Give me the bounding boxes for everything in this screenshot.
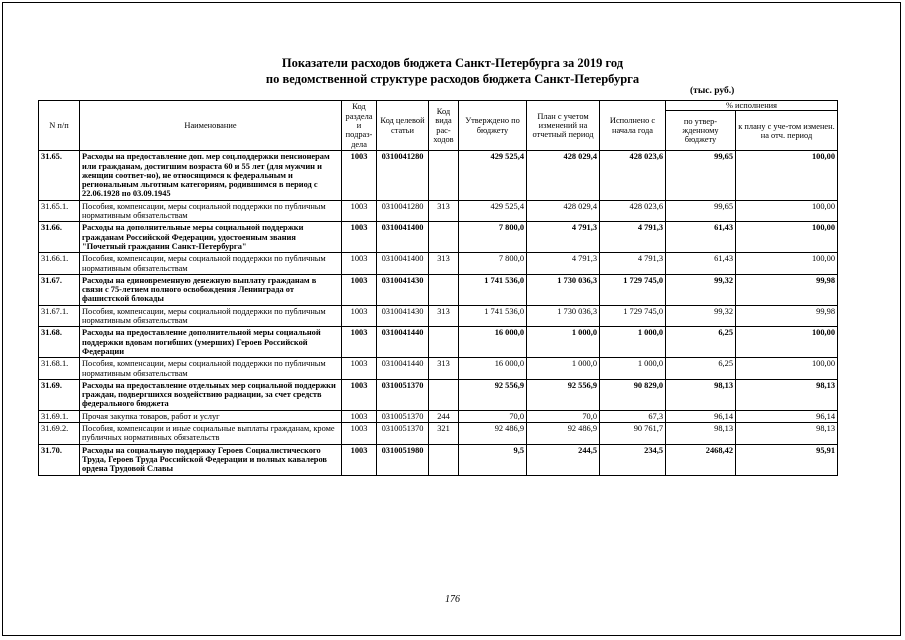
cell-target: 0310041400 — [377, 253, 429, 275]
cell-plan: 428 029,4 — [527, 200, 600, 222]
cell-type: 313 — [429, 253, 459, 275]
cell-section: 1003 — [342, 305, 377, 327]
cell-section: 1003 — [342, 358, 377, 380]
cell-executed: 234,5 — [600, 444, 666, 475]
cell-name: Расходы на единовременную денежную выплату гражданам в связи с 75-летием полного освобождения Ленинграда от фашистской блокады — [80, 274, 342, 305]
table-row — [39, 444, 838, 475]
cell-num: 31.70. — [39, 444, 80, 475]
cell-section: 1003 — [342, 151, 377, 200]
cell-plan: 244,5 — [527, 444, 600, 475]
cell-pct-plan: 98,13 — [736, 379, 838, 410]
table-row — [39, 200, 838, 222]
cell-num: 31.65.1. — [39, 200, 80, 222]
cell-name: Пособия, компенсации, меры социальной поддержки по публичным нормативным обязательствам — [80, 358, 342, 380]
cell-target: 0310041280 — [377, 200, 429, 222]
cell-section: 1003 — [342, 327, 377, 358]
cell-executed: 1 729 745,0 — [600, 305, 666, 327]
cell-type — [429, 274, 459, 305]
cell-approved: 7 800,0 — [459, 222, 527, 253]
cell-pct-approved: 98,13 — [666, 423, 736, 445]
table-row — [39, 410, 838, 422]
cell-num: 31.69.2. — [39, 423, 80, 445]
cell-executed: 90 829,0 — [600, 379, 666, 410]
cell-name: Прочая закупка товаров, работ и услуг — [80, 410, 342, 422]
cell-executed: 428 023,6 — [600, 151, 666, 200]
cell-approved: 16 000,0 — [459, 358, 527, 380]
cell-type — [429, 444, 459, 475]
cell-approved: 7 800,0 — [459, 253, 527, 275]
cell-pct-approved: 99,32 — [666, 305, 736, 327]
cell-approved: 16 000,0 — [459, 327, 527, 358]
cell-pct-approved: 2468,42 — [666, 444, 736, 475]
cell-type: 244 — [429, 410, 459, 422]
table-row — [39, 327, 838, 358]
table-row — [39, 379, 838, 410]
cell-plan: 70,0 — [527, 410, 600, 422]
table-row — [39, 274, 838, 305]
cell-approved: 70,0 — [459, 410, 527, 422]
units-label: (тыс. руб.) — [690, 86, 735, 96]
cell-section: 1003 — [342, 423, 377, 445]
cell-type: 313 — [429, 358, 459, 380]
cell-target: 0310041430 — [377, 305, 429, 327]
cell-pct-approved: 6,25 — [666, 358, 736, 380]
cell-type — [429, 222, 459, 253]
cell-pct-approved: 99,32 — [666, 274, 736, 305]
table-row — [39, 358, 838, 380]
cell-target: 0310051370 — [377, 423, 429, 445]
cell-plan: 1 730 036,3 — [527, 305, 600, 327]
cell-target: 0310041400 — [377, 222, 429, 253]
header-type-code: Код вида рас-ходов — [429, 101, 459, 151]
cell-section: 1003 — [342, 253, 377, 275]
cell-executed: 428 023,6 — [600, 200, 666, 222]
cell-executed: 1 000,0 — [600, 327, 666, 358]
budget-table — [38, 100, 838, 476]
cell-num: 31.67.1. — [39, 305, 80, 327]
table-row — [39, 222, 838, 253]
cell-type: 313 — [429, 305, 459, 327]
cell-section: 1003 — [342, 222, 377, 253]
header-pct-approved: по утвер-жденному бюджету — [666, 111, 736, 151]
cell-name: Пособия, компенсации, меры социальной поддержки по публичным нормативным обязательствам — [80, 253, 342, 275]
table-row — [39, 151, 838, 200]
document-subtitle: по ведомственной структуре расходов бюджета Санкт-Петербурга — [265, 72, 640, 86]
cell-pct-plan: 100,00 — [736, 200, 838, 222]
cell-target: 0310041440 — [377, 327, 429, 358]
cell-plan: 92 486,9 — [527, 423, 600, 445]
cell-name: Расходы на предоставление отдельных мер социальной поддержки граждан, подвергшихся воздействию радиации, за счет средств федерального бюджета — [80, 379, 342, 410]
cell-plan: 1 000,0 — [527, 358, 600, 380]
cell-plan: 1 000,0 — [527, 327, 600, 358]
cell-pct-plan: 96,14 — [736, 410, 838, 422]
document-title: Показатели расходов бюджета Санкт-Петербурга за 2019 год — [281, 56, 624, 70]
cell-pct-approved: 98,13 — [666, 379, 736, 410]
header-num: N п/п — [39, 101, 80, 151]
cell-pct-approved: 6,25 — [666, 327, 736, 358]
cell-executed: 1 000,0 — [600, 358, 666, 380]
cell-plan: 92 556,9 — [527, 379, 600, 410]
cell-num: 31.68.1. — [39, 358, 80, 380]
cell-num: 31.69.1. — [39, 410, 80, 422]
cell-target: 0310051370 — [377, 379, 429, 410]
cell-pct-plan: 95,91 — [736, 444, 838, 475]
cell-name: Пособия, компенсации, меры социальной поддержки по публичным нормативным обязательствам — [80, 305, 342, 327]
cell-approved: 92 556,9 — [459, 379, 527, 410]
cell-name: Расходы на социальную поддержку Героев Социалистического Труда, Героев Труда Российской Федерации и полных кавалеров ордена Трудовой Славы — [80, 444, 342, 475]
cell-pct-plan: 98,13 — [736, 423, 838, 445]
cell-plan: 1 730 036,3 — [527, 274, 600, 305]
table-row — [39, 253, 838, 275]
cell-executed: 4 791,3 — [600, 222, 666, 253]
table-row — [39, 305, 838, 327]
cell-pct-plan: 100,00 — [736, 358, 838, 380]
cell-type: 313 — [429, 200, 459, 222]
cell-pct-plan: 100,00 — [736, 222, 838, 253]
cell-target: 0310041440 — [377, 358, 429, 380]
cell-executed: 67,3 — [600, 410, 666, 422]
cell-approved: 429 525,4 — [459, 151, 527, 200]
cell-target: 0310041430 — [377, 274, 429, 305]
cell-section: 1003 — [342, 274, 377, 305]
cell-target: 0310051370 — [377, 410, 429, 422]
cell-name: Расходы на дополнительные меры социальной поддержки гражданам Российской Федерации, удостоенным звания "Почетный гражданин Санкт-Петербурга" — [80, 222, 342, 253]
header-name: Наименование — [80, 101, 342, 151]
cell-pct-approved: 99,65 — [666, 151, 736, 200]
cell-num: 31.66. — [39, 222, 80, 253]
cell-num: 31.68. — [39, 327, 80, 358]
cell-section: 1003 — [342, 444, 377, 475]
cell-pct-approved: 61,43 — [666, 253, 736, 275]
cell-name: Расходы на предоставление дополнительной меры социальной поддержки вдовам погибших (умерших) Героев Российской Федерации — [80, 327, 342, 358]
cell-num: 31.69. — [39, 379, 80, 410]
cell-pct-plan: 99,98 — [736, 274, 838, 305]
cell-type — [429, 327, 459, 358]
cell-pct-plan: 100,00 — [736, 151, 838, 200]
header-section-code: Код раздела и подраз-дела — [342, 101, 377, 151]
cell-pct-plan: 100,00 — [736, 253, 838, 275]
cell-section: 1003 — [342, 410, 377, 422]
header-target-code: Код целевой статьи — [377, 101, 429, 151]
cell-type — [429, 379, 459, 410]
header-approved: Утверждено по бюджету — [459, 101, 527, 151]
table-body — [39, 151, 838, 475]
cell-plan: 4 791,3 — [527, 253, 600, 275]
cell-num: 31.66.1. — [39, 253, 80, 275]
cell-num: 31.67. — [39, 274, 80, 305]
cell-approved: 1 741 536,0 — [459, 305, 527, 327]
page-number: 176 — [445, 594, 460, 605]
header-executed: Исполнено с начала года — [600, 101, 666, 151]
table-row — [39, 423, 838, 445]
cell-approved: 9,5 — [459, 444, 527, 475]
cell-executed: 4 791,3 — [600, 253, 666, 275]
header-plan: План с учетом изменений на отчетный период — [527, 101, 600, 151]
cell-target: 0310051980 — [377, 444, 429, 475]
cell-pct-approved: 99,65 — [666, 200, 736, 222]
cell-approved: 429 525,4 — [459, 200, 527, 222]
cell-section: 1003 — [342, 200, 377, 222]
cell-name: Пособия, компенсации и иные социальные выплаты гражданам, кроме публичных нормативных обязательств — [80, 423, 342, 445]
cell-executed: 1 729 745,0 — [600, 274, 666, 305]
cell-section: 1003 — [342, 379, 377, 410]
cell-target: 0310041280 — [377, 151, 429, 200]
cell-pct-plan: 100,00 — [736, 327, 838, 358]
cell-name: Расходы на предоставление доп. мер соц.поддержки пенсионерам или гражданам, достигшим возраста 60 и 55 лет (для мужчин и женщин соответ-но), не относящимся к федеральным и региональным льготным категориям, родившимся в период с 22.06.1928 по 03.09.1945 — [80, 151, 342, 200]
header-percent-group: % исполнения — [666, 101, 838, 111]
cell-approved: 92 486,9 — [459, 423, 527, 445]
cell-plan: 4 791,3 — [527, 222, 600, 253]
cell-num: 31.65. — [39, 151, 80, 200]
cell-plan: 428 029,4 — [527, 151, 600, 200]
cell-approved: 1 741 536,0 — [459, 274, 527, 305]
cell-pct-approved: 96,14 — [666, 410, 736, 422]
cell-name: Пособия, компенсации, меры социальной поддержки по публичным нормативным обязательствам — [80, 200, 342, 222]
header-pct-plan: к плану с уче-том изменен. на отч. период — [736, 111, 838, 151]
cell-executed: 90 761,7 — [600, 423, 666, 445]
cell-pct-approved: 61,43 — [666, 222, 736, 253]
cell-type: 321 — [429, 423, 459, 445]
cell-type — [429, 151, 459, 200]
cell-pct-plan: 99,98 — [736, 305, 838, 327]
